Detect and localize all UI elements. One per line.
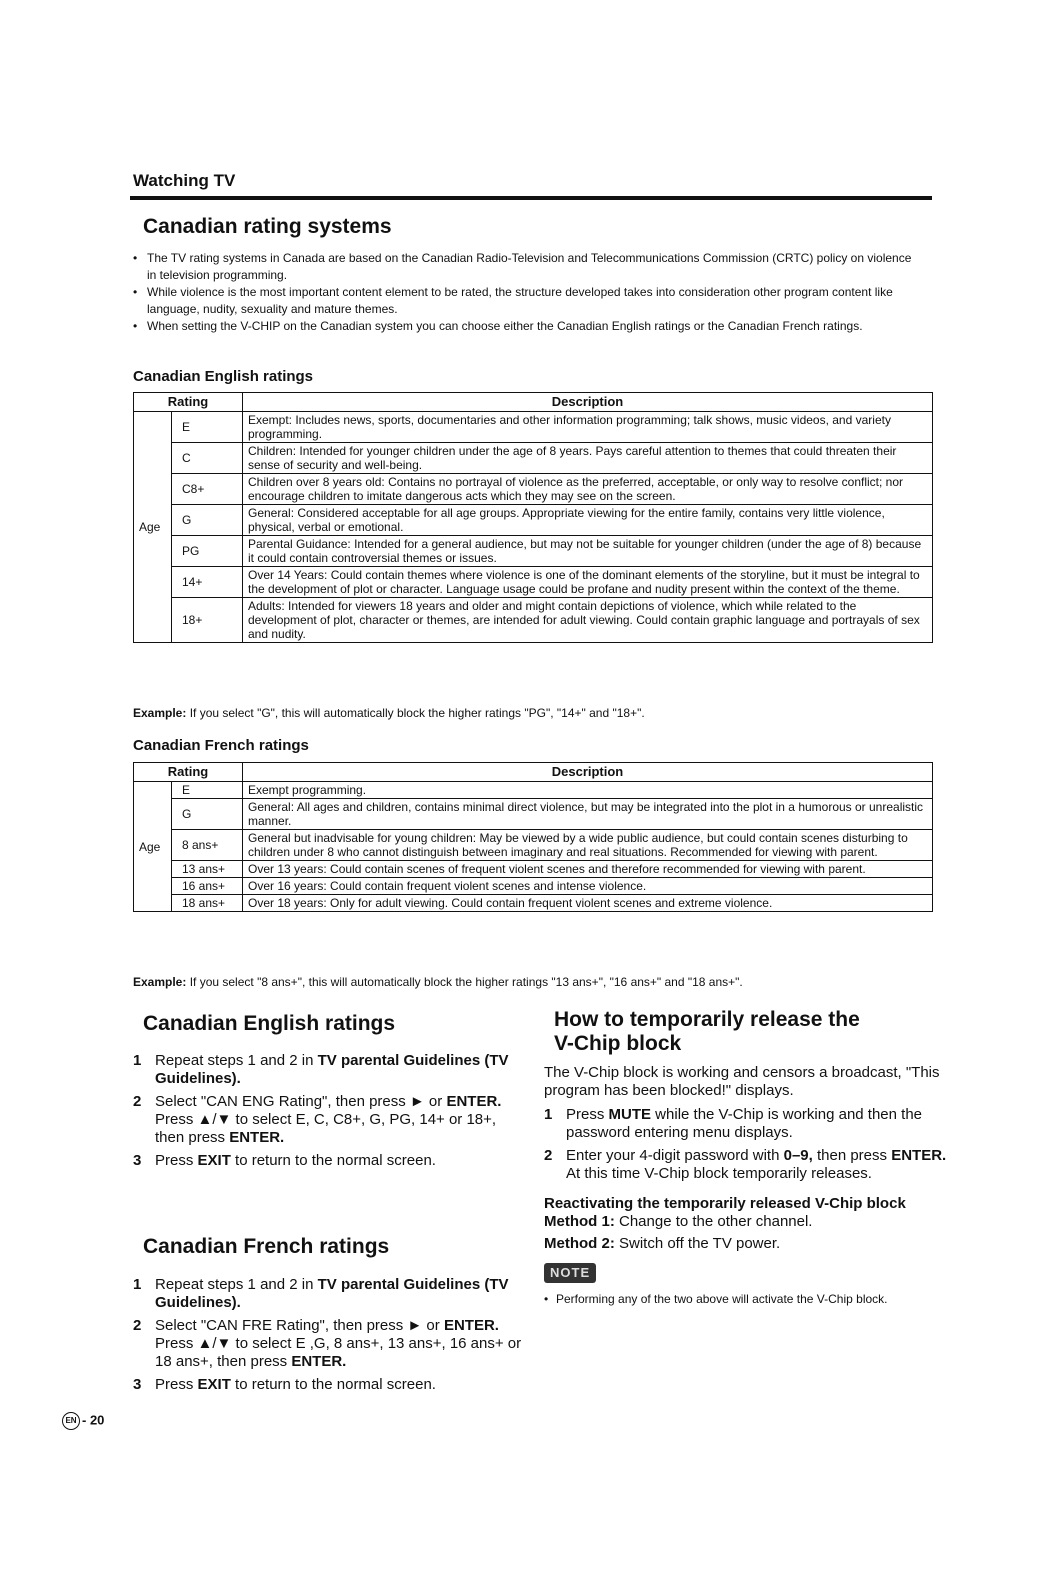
step-emphasis: EXIT: [197, 1152, 231, 1169]
age-label: Age: [134, 412, 172, 643]
step-text: Press: [155, 1152, 198, 1169]
intro-bullet: • While violence is the most important content element to be rated, the structure developed takes into consideration other program content like language, nudity, sexuality and mature themes.: [133, 284, 923, 318]
rating-code: 14+: [172, 567, 243, 598]
rating-code: C: [172, 443, 243, 474]
rating-description: Children: Intended for younger children under the age of 8 years. Pays careful attention to themes that could threaten their sense of security and well-being.: [243, 443, 933, 474]
step-text: Repeat steps 1 and 2 in: [155, 1276, 318, 1293]
step-number: 1: [544, 1106, 553, 1123]
rating-description: Adults: Intended for viewers 18 years and older and might contain depictions of violence, which while related to the development of plot, character or themes, are intended for adult viewing. Could contain graphic language and portrayals of sex and nudity.: [243, 598, 933, 643]
step-emphasis: ENTER.: [446, 1093, 502, 1110]
section-label: Watching TV: [133, 171, 236, 190]
table-row: [134, 861, 933, 878]
table-row: [134, 505, 933, 536]
table-row: [134, 598, 933, 643]
step-emphasis: ENTER.: [891, 1147, 947, 1164]
vchip-section: [544, 1064, 964, 1307]
age-label: Age: [134, 782, 172, 912]
step-text: while the V-Chip is working and then the password entering menu displays.: [566, 1106, 923, 1141]
rating-code: G: [172, 505, 243, 536]
rating-description: General: Considered acceptable for all age groups. Appropriate viewing for the entire family, contains very little violence, physical, verbal or emotional.: [243, 505, 933, 536]
rating-description: Over 13 years: Could contain scenes of frequent violent scenes and therefore recommended for viewing with parent.: [243, 861, 933, 878]
step-text: Repeat steps 1 and 2 in: [155, 1052, 318, 1069]
method-text: Change to the other channel.: [614, 1213, 813, 1230]
step-number: 1: [133, 1052, 142, 1069]
french-table-heading: Canadian French ratings: [133, 737, 309, 754]
step-text: to return to the normal screen.: [230, 1152, 436, 1169]
step-text: Select "CAN FRE Rating", then press ► or: [155, 1317, 444, 1334]
step-emphasis: ENTER.: [291, 1353, 347, 1370]
step-number: 1: [133, 1276, 142, 1293]
table-row: [134, 412, 933, 443]
step-item: [133, 1317, 523, 1371]
step-emphasis: TV parental Guidelines (TV Guidelines).: [155, 1052, 509, 1087]
vchip-intro: The V-Chip block is working and censors a broadcast, "This program has been blocked!" displays.: [544, 1064, 940, 1099]
step-emphasis: TV parental Guidelines (TV Guidelines).: [155, 1276, 509, 1311]
step-text: Press: [566, 1106, 609, 1123]
step-emphasis: MUTE: [608, 1106, 652, 1123]
notes-badge: NOTE: [544, 1263, 596, 1283]
step-emphasis: ENTER.: [229, 1129, 285, 1146]
english-table-heading: Canadian English ratings: [133, 368, 314, 385]
rating-code: PG: [172, 536, 243, 567]
step-number: 2: [133, 1317, 142, 1334]
step-item: [544, 1147, 964, 1183]
rating-description: Over 18 years: Only for adult viewing. Could contain frequent violent scenes and extreme violence.: [243, 895, 933, 912]
step-item: [544, 1106, 964, 1142]
rating-code: C8+: [172, 474, 243, 505]
vchip-title-line: How to temporarily release the: [554, 1008, 860, 1031]
col-description-header: Description: [243, 393, 933, 412]
rating-description: General: All ages and children, contains minimal direct violence, but may be integrated into the plot in a humorous or unrealistic manner.: [243, 799, 933, 830]
method-label: Method 2:: [544, 1235, 615, 1252]
col-description-header: Description: [243, 763, 933, 782]
rating-code: 16 ans+: [172, 878, 243, 895]
intro-bullets: [133, 250, 923, 335]
step-number: 2: [544, 1147, 553, 1164]
step-item: [133, 1276, 523, 1312]
step-text: Press ▲/▼ to select E ,G, 8 ans+, 13 ans+, 16 ans+ or 18 ans+, then press: [155, 1335, 522, 1370]
rating-code: 8 ans+: [172, 830, 243, 861]
step-text: Select "CAN ENG Rating", then press ► or: [155, 1093, 447, 1110]
step-item: [133, 1093, 523, 1147]
vchip-title-line: V-Chip block: [554, 1032, 682, 1055]
example-text: If you select "8 ans+", this will automatically block the higher ratings "13 ans+", "16 ans+" and "18 ans+".: [189, 975, 743, 989]
step-text: Press: [155, 1376, 198, 1393]
table-row: [134, 895, 933, 912]
method-1: [544, 1213, 964, 1231]
col-rating-header: Rating: [134, 393, 243, 412]
step-emphasis: 0–9,: [783, 1147, 813, 1164]
step-item: [133, 1152, 523, 1170]
vchip-steps: [544, 1106, 964, 1183]
method-text: Switch off the TV power.: [614, 1235, 781, 1252]
step-emphasis: ENTER.: [443, 1317, 499, 1334]
rating-description: Exempt: Includes news, sports, documentaries and other information programming; talk shows, music videos, and variety programming.: [243, 412, 933, 443]
step-number: 2: [133, 1093, 142, 1110]
rating-description: Exempt programming.: [243, 782, 933, 799]
reactivate-title: [544, 1195, 964, 1213]
vchip-title: [554, 1008, 860, 1056]
table-row: [134, 443, 933, 474]
example-label: Example:: [133, 706, 187, 720]
rating-description: Over 14 Years: Could contain themes where violence is one of the dominant elements of the storyline, but it must be integral to the development of plot or character. Language usage could be profane and nudity present within the context of the theme.: [243, 567, 933, 598]
page-title: Canadian rating systems: [143, 215, 392, 238]
step-number: 3: [133, 1376, 142, 1393]
table-row: [134, 878, 933, 895]
rating-description: General but inadvisable for young children: May be viewed by a wide public audience, but could contain scenes disturbing to children under 8 who cannot distinguish between imaginary and real situations. Recommended for viewing with parent.: [243, 830, 933, 861]
table-row: [134, 536, 933, 567]
step-text: to return to the normal screen.: [230, 1376, 436, 1393]
step-item: [133, 1376, 523, 1394]
en-language-icon: EN: [62, 1412, 80, 1430]
col-rating-header: Rating: [134, 763, 243, 782]
table-row: [134, 830, 933, 861]
intro-bullet: • When setting the V-CHIP on the Canadian system you can choose either the Canadian English ratings or the Canadian French ratings.: [133, 318, 923, 335]
step-text: Press ▲/▼ to select E, C, C8+, G, PG, 14+ or 18+, then press: [155, 1111, 497, 1146]
step-emphasis: EXIT: [197, 1376, 231, 1393]
french-example: [133, 975, 743, 989]
step-text: then press: [812, 1147, 892, 1164]
rating-description: Parental Guidance: Intended for a general audience, but may not be suitable for younger children (under the age of 8) because it could contain controversial themes or issues.: [243, 536, 933, 567]
step-text: At this time V-Chip block temporarily releases.: [566, 1165, 872, 1182]
page-number: [62, 1412, 104, 1430]
french-ratings-table: [133, 762, 933, 912]
english-steps-title: Canadian English ratings: [143, 1012, 396, 1035]
method-label: Method 1:: [544, 1213, 615, 1230]
rating-code: E: [172, 412, 243, 443]
notes-badge-wrap: [544, 1263, 964, 1283]
example-text: If you select "G", this will automatically block the higher ratings "PG", "14+" and "18+".: [189, 706, 645, 720]
step-text: Enter your 4-digit password with: [566, 1147, 784, 1164]
table-row: [134, 474, 933, 505]
step-item: [133, 1052, 523, 1088]
method-2: [544, 1235, 964, 1253]
table-row: [134, 782, 933, 799]
intro-bullet: • The TV rating systems in Canada are based on the Canadian Radio-Television and Telecommunications Commission (CRTC) policy on violence in television programming.: [133, 250, 923, 284]
rating-code: 18+: [172, 598, 243, 643]
note-item: • Performing any of the two above will activate the V-Chip block.: [544, 1291, 936, 1307]
english-steps: [133, 1052, 523, 1175]
page-number-text: - 20: [82, 1412, 105, 1428]
rating-description: Children over 8 years old: Contains no portrayal of violence as the preferred, acceptable, or only way to resolve conflict; nor encourage children to imitate dangerous acts which they may see on the screen.: [243, 474, 933, 505]
rating-code: E: [172, 782, 243, 799]
step-number: 3: [133, 1152, 142, 1169]
english-ratings-table: [133, 392, 933, 643]
rating-code: G: [172, 799, 243, 830]
french-steps-title: Canadian French ratings: [143, 1235, 390, 1258]
rating-code: 18 ans+: [172, 895, 243, 912]
rating-code: 13 ans+: [172, 861, 243, 878]
reactivate-title-text: Reactivating the temporarily released V-Chip block: [544, 1195, 906, 1212]
french-steps: [133, 1276, 523, 1399]
example-label: Example:: [133, 975, 187, 989]
table-row: [134, 799, 933, 830]
english-example: [133, 706, 645, 720]
rating-description: Over 16 years: Could contain frequent violent scenes and intense violence.: [243, 878, 933, 895]
header-rule: [130, 196, 932, 200]
table-row: [134, 567, 933, 598]
